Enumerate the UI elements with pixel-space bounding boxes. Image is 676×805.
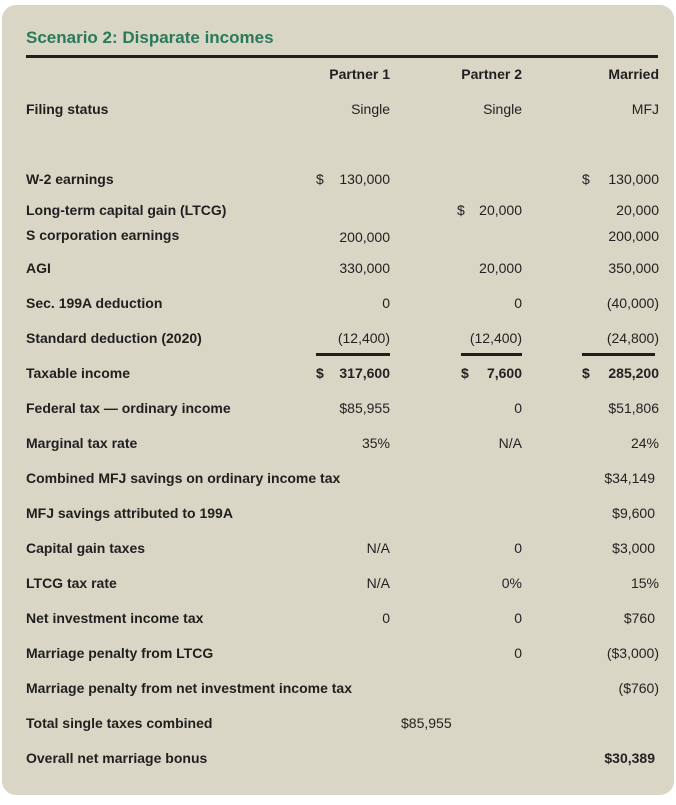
s-corp-married: 200,000: [608, 228, 659, 244]
federal-tax-married: $51,806: [608, 400, 659, 416]
row-label-federal-tax: Federal tax — ordinary income: [26, 400, 231, 416]
sec-199a-married: (40,000): [606, 295, 659, 311]
subtotal-underline: [461, 353, 522, 356]
row-label-standard-deduction: Standard deduction (2020): [26, 330, 202, 346]
row-label-taxable-income: Taxable income: [26, 365, 131, 381]
row-label-marginal-tax-rate: Marginal tax rate: [26, 435, 138, 451]
filing-status-partner-1: Single: [351, 101, 390, 117]
dollar-sign: $: [582, 171, 590, 187]
standard-deduction-partner-2: (12,400): [469, 330, 522, 346]
header-partner-1: Partner 1: [329, 66, 390, 82]
agi-partner-2: 20,000: [479, 260, 522, 276]
row-label-sec-199a: Sec. 199A deduction: [26, 295, 163, 311]
row-label-s-corp-earnings: S corporation earnings: [26, 227, 180, 243]
row-label-mfj-savings-199a: MFJ savings attributed to 199A: [26, 505, 233, 521]
row-label-capital-gain-taxes: Capital gain taxes: [26, 540, 146, 556]
marriage-penalty-ltcg-partner-2: 0: [514, 645, 522, 661]
filing-status-married: MFJ: [631, 101, 659, 117]
total-single-taxes-value: $85,955: [401, 715, 452, 731]
row-label-net-investment-income-tax: Net investment income tax: [26, 610, 204, 626]
row-label-marriage-penalty-niit: Marriage penalty from net investment income tax: [26, 680, 352, 696]
filing-status-partner-2: Single: [483, 101, 522, 117]
ltcg-tax-rate-partner-1: N/A: [366, 575, 390, 591]
dollar-sign: $: [316, 365, 324, 381]
niit-partner-2: 0: [514, 610, 522, 626]
subtotal-underline: [582, 353, 655, 356]
row-label-combined-mfj-savings: Combined MFJ savings on ordinary income tax: [26, 470, 341, 486]
row-label-ltcg-tax-rate: LTCG tax rate: [26, 575, 117, 591]
mfj-savings-199a-married: $9,600: [612, 505, 655, 521]
federal-tax-partner-1: $85,955: [339, 400, 390, 416]
ltcg-married: 20,000: [616, 202, 659, 218]
table-title: Scenario 2: Disparate incomes: [26, 28, 274, 47]
w2-partner-1: 130,000: [339, 171, 390, 187]
header-partner-2: Partner 2: [461, 66, 522, 82]
marriage-penalty-ltcg-married: ($3,000): [606, 645, 659, 661]
marginal-tax-rate-partner-2: N/A: [498, 435, 522, 451]
header-rule: [26, 55, 658, 58]
niit-partner-1: 0: [382, 610, 390, 626]
row-label-agi: AGI: [26, 260, 51, 276]
dollar-sign: $: [461, 365, 469, 381]
w2-married: 130,000: [608, 171, 659, 187]
row-label-total-single-taxes: Total single taxes combined: [26, 715, 213, 731]
taxable-income-partner-2: 7,600: [486, 365, 522, 381]
capital-gain-taxes-married: $3,000: [612, 540, 655, 556]
taxable-income-married: 285,200: [608, 365, 659, 381]
net-marriage-bonus-married: $30,389: [604, 750, 655, 766]
niit-married: $760: [623, 610, 655, 626]
standard-deduction-partner-1: (12,400): [337, 330, 390, 346]
sec-199a-partner-1: 0: [382, 295, 390, 311]
s-corp-partner-1: 200,000: [339, 229, 390, 245]
dollar-sign: $: [316, 171, 324, 187]
capital-gain-taxes-partner-2: 0: [514, 540, 522, 556]
sec-199a-partner-2: 0: [514, 295, 522, 311]
ltcg-tax-rate-partner-2: 0%: [501, 575, 522, 591]
subtotal-underline: [316, 353, 390, 356]
header-married: Married: [608, 66, 659, 82]
standard-deduction-married: (24,800): [606, 330, 659, 346]
row-label-ltcg: Long-term capital gain (LTCG): [26, 202, 227, 218]
agi-married: 350,000: [608, 260, 659, 276]
marginal-tax-rate-partner-1: 35%: [361, 435, 390, 451]
federal-tax-partner-2: 0: [514, 400, 522, 416]
capital-gain-taxes-partner-1: N/A: [366, 540, 390, 556]
agi-partner-1: 330,000: [339, 260, 390, 276]
row-label-filing-status: Filing status: [26, 101, 109, 117]
marriage-penalty-niit-married: ($760): [618, 680, 659, 696]
dollar-sign: $: [457, 202, 465, 218]
dollar-sign: $: [582, 365, 590, 381]
row-label-w2-earnings: W-2 earnings: [26, 171, 114, 187]
ltcg-tax-rate-married: 15%: [630, 575, 659, 591]
row-label-marriage-penalty-ltcg: Marriage penalty from LTCG: [26, 645, 214, 661]
marginal-tax-rate-married: 24%: [630, 435, 659, 451]
ltcg-partner-2: 20,000: [479, 202, 522, 218]
row-label-net-marriage-bonus: Overall net marriage bonus: [26, 750, 208, 766]
combined-mfj-savings-married: $34,149: [604, 470, 655, 486]
taxable-income-partner-1: 317,600: [339, 365, 390, 381]
